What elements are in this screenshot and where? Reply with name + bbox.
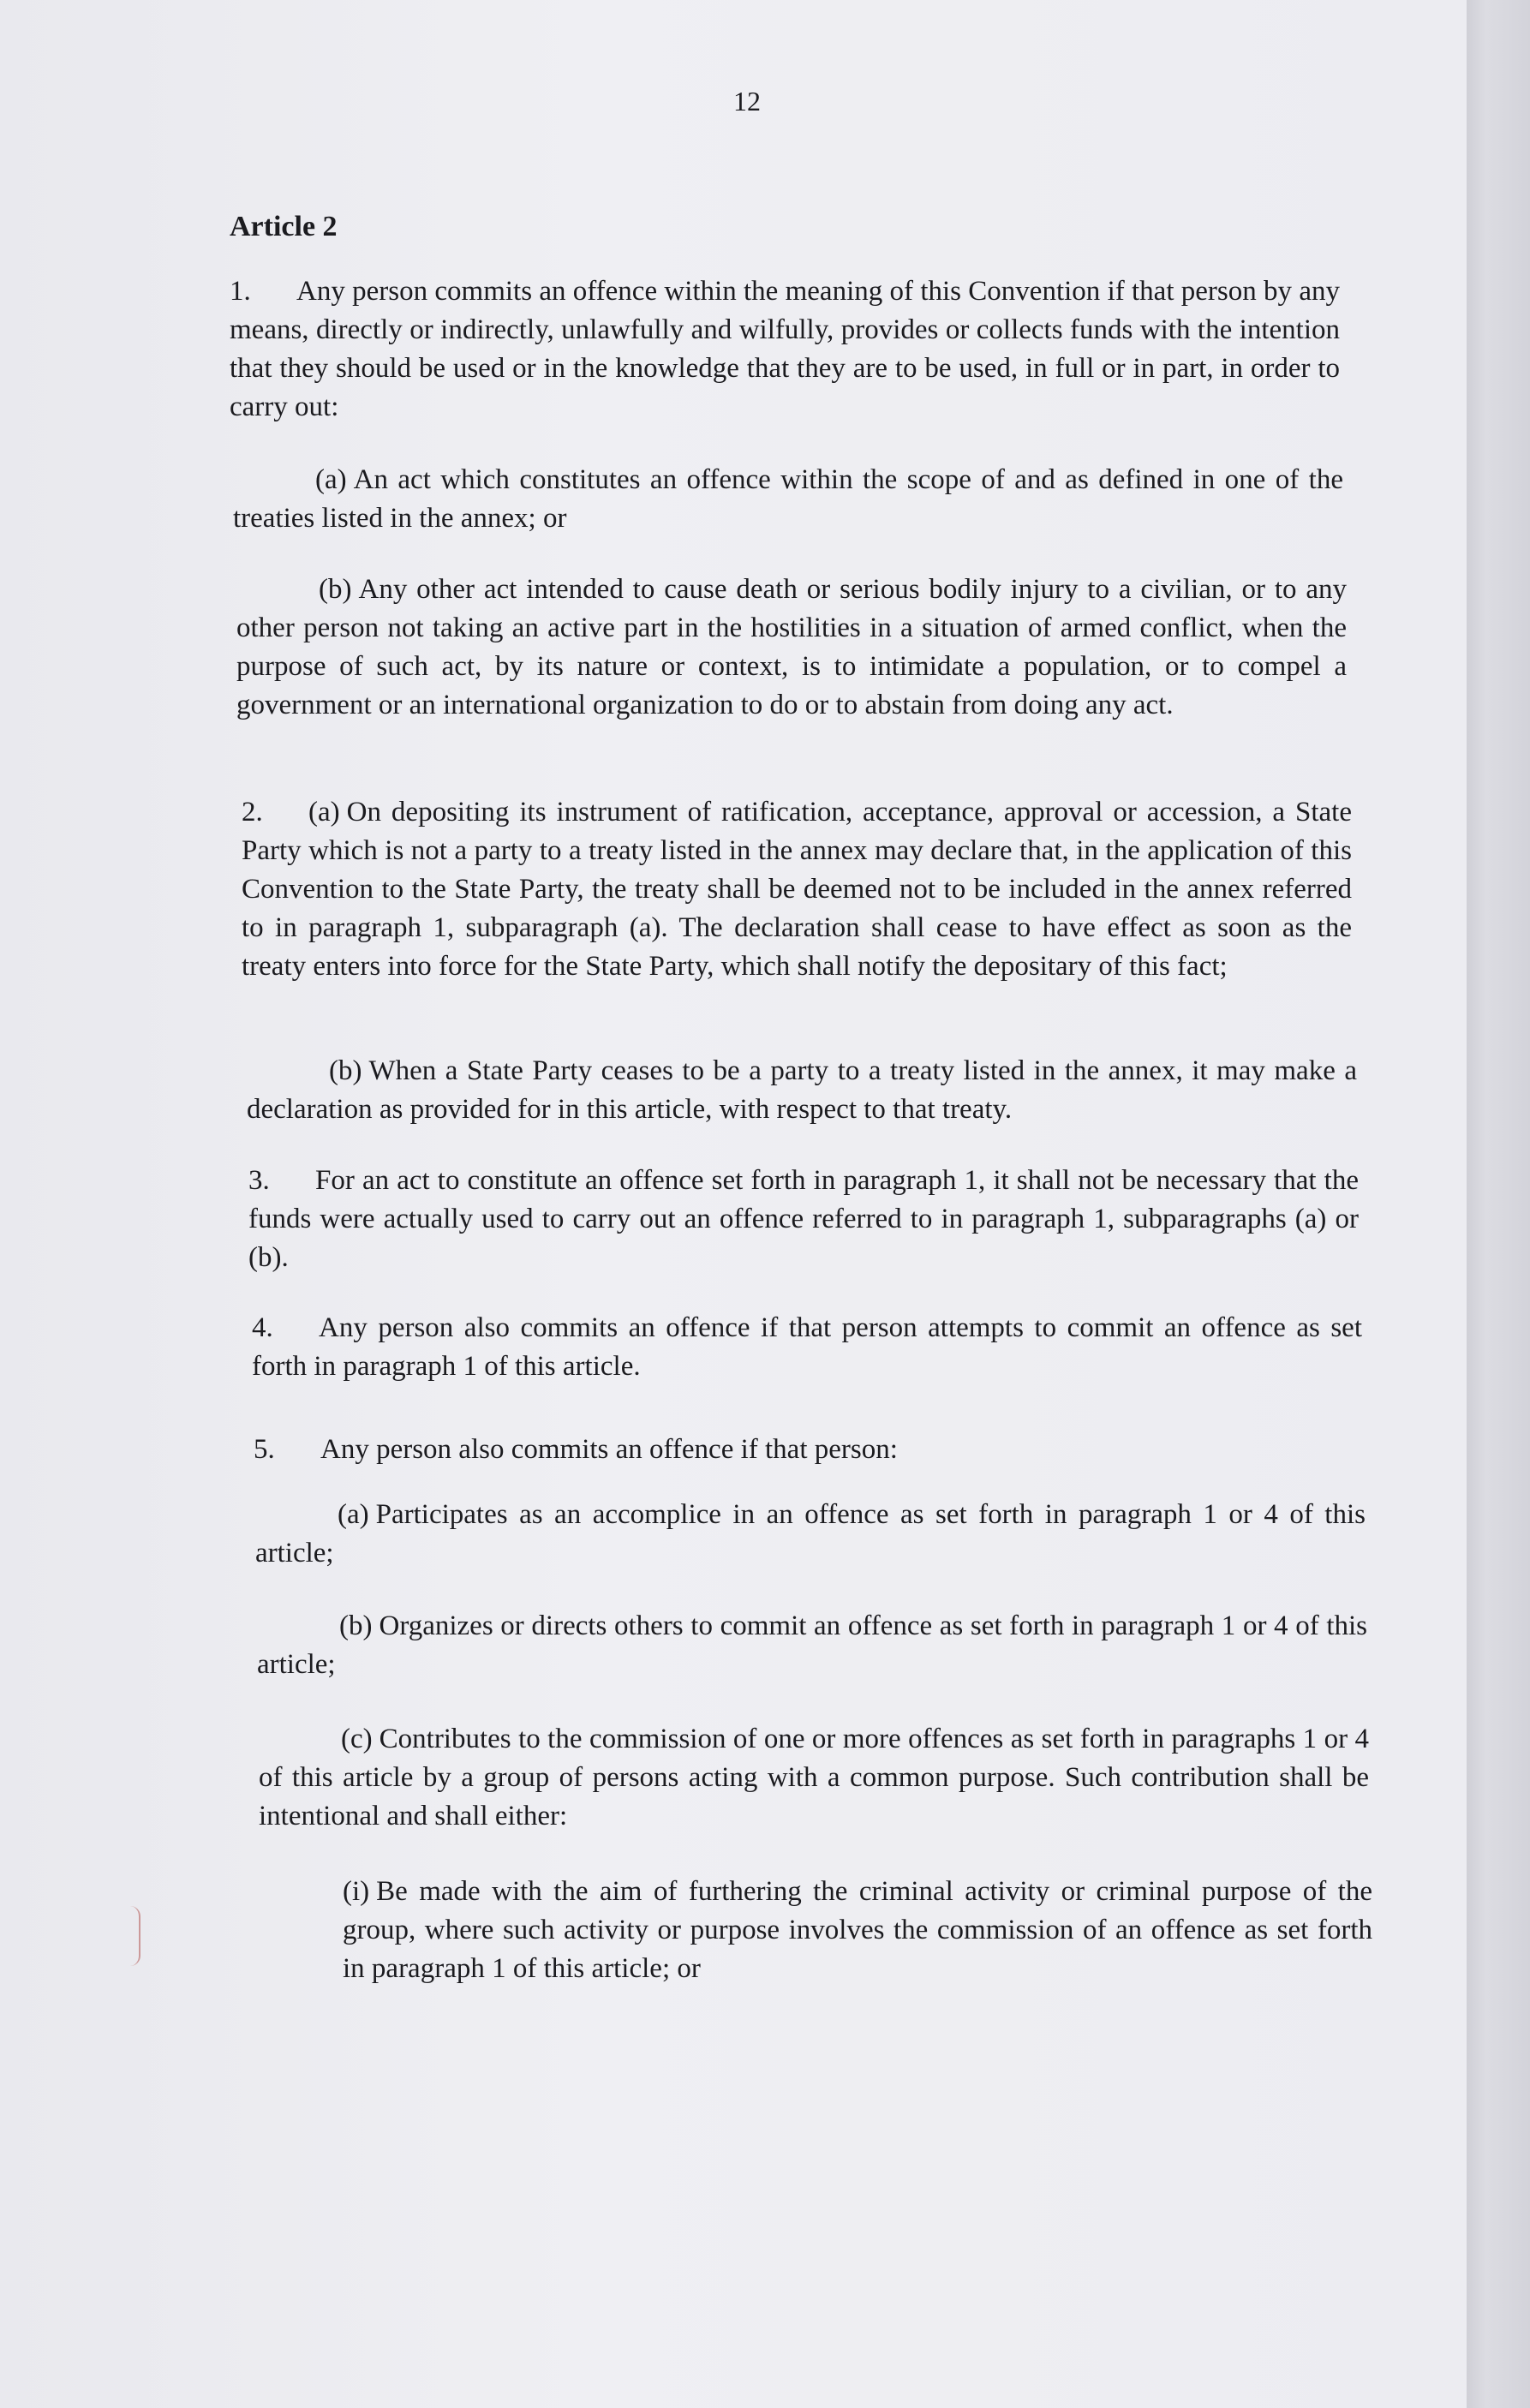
- paragraph-2a: [242, 793, 1352, 986]
- paragraph-5c: [259, 1720, 1369, 1836]
- paragraph-5c-i: [343, 1873, 1372, 1988]
- paragraph-text: Any person also commits an offence if that person attempts to commit an offence as set forth in paragraph 1 of this article.: [252, 1312, 1362, 1382]
- page-number: 12: [733, 86, 761, 117]
- article-heading: Article 2: [230, 211, 338, 242]
- paragraph-5: [254, 1431, 1364, 1469]
- paragraph-2b: [247, 1052, 1357, 1129]
- subparagraph-text: Be made with the aim of furthering the criminal activity or criminal purpose of the group, where such activity or purpose involves the commission of an offence as set forth in paragraph 1 of this article; or: [343, 1876, 1372, 1984]
- subparagraph-text: Organizes or directs others to commit an offence as set forth in paragraph 1 or 4 of this article;: [257, 1610, 1367, 1680]
- margin-mark: [130, 1906, 140, 1966]
- paragraph-number: 5.: [254, 1434, 275, 1465]
- subparagraph-label: (b): [329, 1055, 362, 1086]
- paragraph-4: [252, 1309, 1362, 1386]
- subparagraph-text: On depositing its instrument of ratification, acceptance, approval or accession, a State Party which is not a party to a treaty listed in the annex may declare that, in the application of this Convention to the State Party, the treaty shall be deemed not to be included in the annex referred to in paragraph 1, subparagraph (a). The declaration shall cease to have effect as soon as the treaty enters into force for the State Party, which shall notify the depositary of this fact;: [242, 797, 1352, 982]
- subparagraph-label: (b): [339, 1610, 373, 1641]
- paragraph-5a: [255, 1496, 1366, 1573]
- subparagraph-label: (a): [308, 797, 340, 828]
- subparagraph-label: (i): [343, 1876, 370, 1907]
- page-edge: [1467, 0, 1530, 2408]
- paragraph-text: Any person also commits an offence if that person:: [320, 1434, 898, 1465]
- subparagraph-label: (a): [338, 1499, 369, 1530]
- paragraph-number: 2.: [242, 797, 263, 828]
- paragraph-number: 1.: [230, 276, 251, 307]
- paragraph-5b: [257, 1607, 1367, 1684]
- subparagraph-text: When a State Party ceases to be a party to a treaty listed in the annex, it may make a declaration as provided for in this article, with respect to that treaty.: [247, 1055, 1357, 1125]
- subparagraph-text: Any other act intended to cause death or serious bodily injury to a civilian, or to any other person not taking an active part in the hostilities in a situation of armed conflict, when the purpose of such act, by its nature or context, is to intimidate a population, or to compel a government or an international organization to do or to abstain from doing any act.: [236, 574, 1347, 720]
- paragraph-number: 3.: [248, 1165, 270, 1196]
- paragraph-number: 4.: [252, 1312, 273, 1343]
- paragraph-1: [230, 272, 1340, 427]
- paragraph-3: [248, 1162, 1359, 1277]
- subparagraph-label: (a): [315, 464, 347, 495]
- subparagraph-label: (b): [319, 574, 352, 605]
- subparagraph-label: (c): [341, 1724, 373, 1754]
- subparagraph-text: Contributes to the commission of one or more offences as set forth in paragraphs 1 or 4 of this article by a group of persons acting with a common purpose. Such contribution shall be intentional and shall either:: [259, 1724, 1369, 1831]
- paragraph-text: Any person commits an offence within the meaning of this Convention if that person by any means, directly or indirectly, unlawfully and wilfully, provides or collects funds with the intention that they should be used or in the knowledge that they are to be used, in full or in part, in order to carry out:: [230, 276, 1340, 422]
- paragraph-1a: [233, 461, 1343, 538]
- subparagraph-text: Participates as an accomplice in an offence as set forth in paragraph 1 or 4 of this article;: [255, 1499, 1366, 1568]
- paragraph-text: For an act to constitute an offence set forth in paragraph 1, it shall not be necessary that the funds were actually used to carry out an offence referred to in paragraph 1, subparagraphs (a) or (b).: [248, 1165, 1359, 1273]
- subparagraph-text: An act which constitutes an offence within the scope of and as defined in one of the treaties listed in the annex; or: [233, 464, 1343, 534]
- paragraph-1b: [236, 571, 1347, 725]
